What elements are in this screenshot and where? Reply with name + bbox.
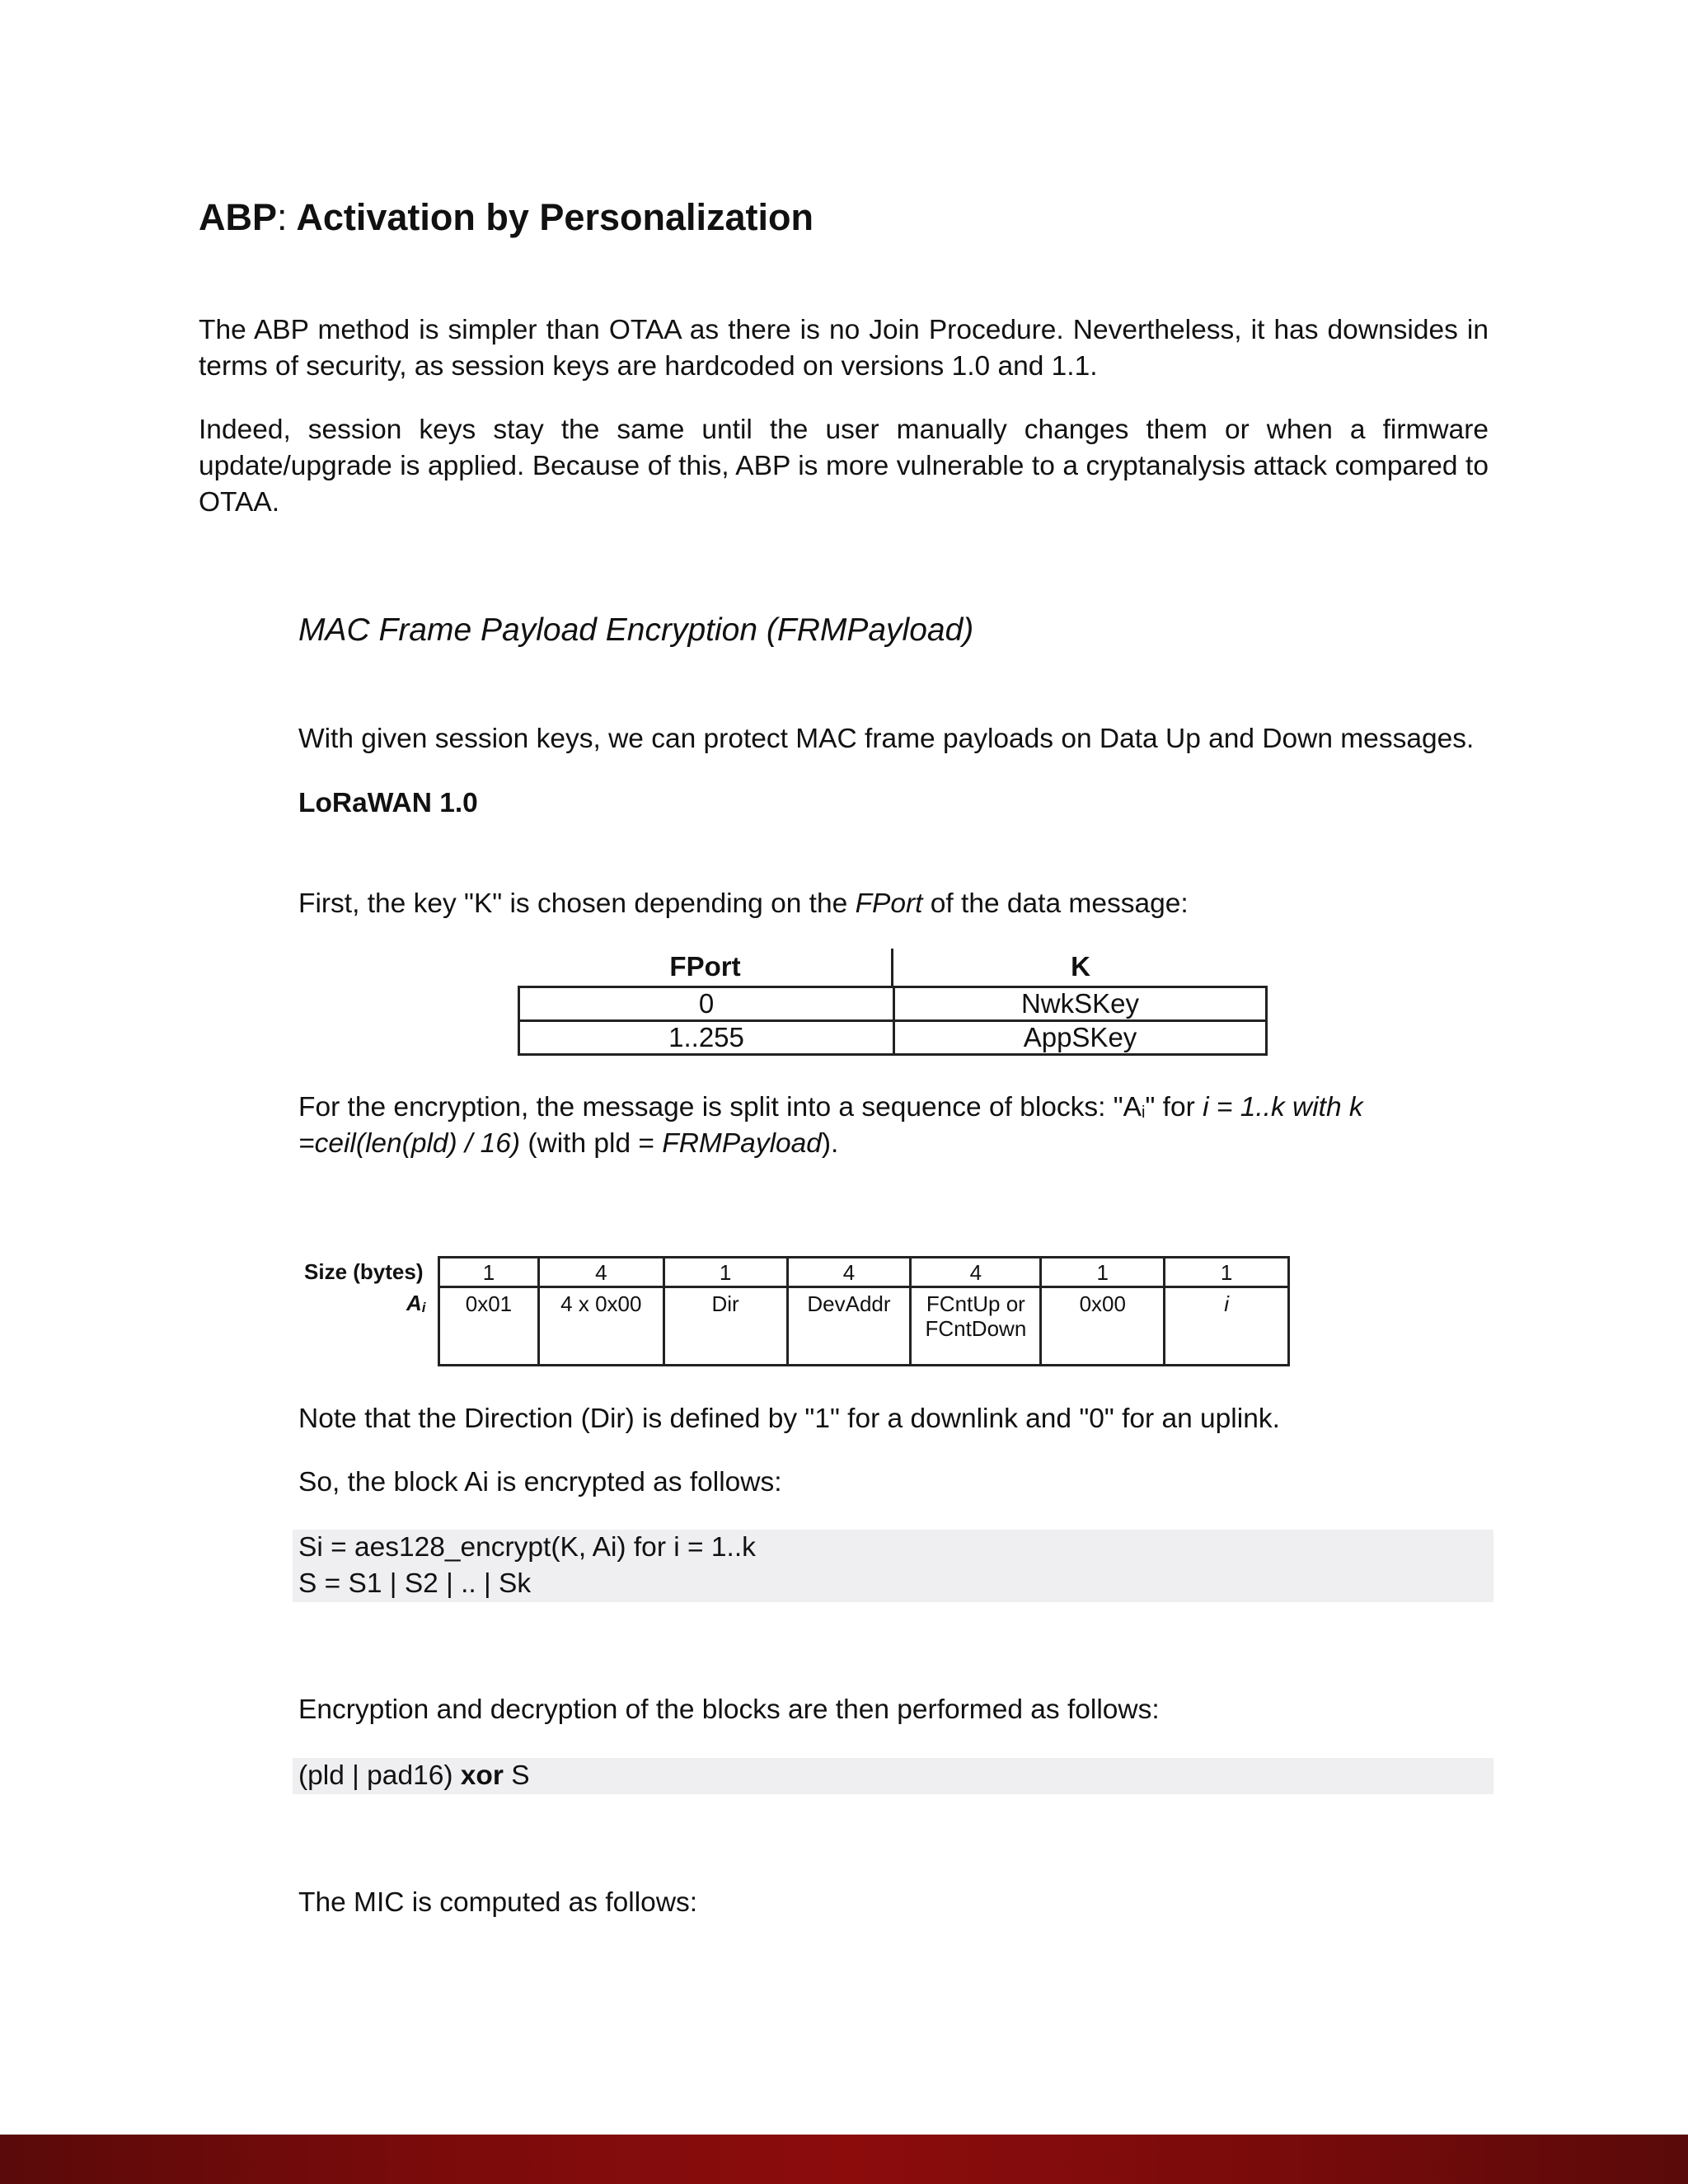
table-row: [519, 1021, 1267, 1055]
intro-paragraph-2: Indeed, session keys stay the same until the user manually changes them or when a firmware update/upgrade is applied. Because of this, ABP is more vulnerable to a cryptanalysis attack compared to OTAA.: [199, 415, 1489, 518]
section-intro: With given session keys, we can protect MAC frame payloads on Data Up and Down messages.: [298, 724, 1475, 754]
code-xor-pre: (pld | pad16): [298, 1760, 461, 1791]
blocks-sentence-a: For the encryption, the message is split into a sequence of blocks: "A: [298, 1092, 1142, 1122]
table-row: [439, 1287, 1289, 1366]
ai-row-label-sub: i: [421, 1300, 426, 1315]
blocks-payload: FRMPayload: [662, 1128, 822, 1159]
table-row: [439, 1258, 1289, 1287]
mic-line: The MIC is computed as follows:: [298, 1887, 698, 1918]
blocks-sentence-sub: i: [1142, 1104, 1146, 1122]
key-table-header-fport: FPort: [669, 951, 741, 982]
blocks-sentence-c: (with pld =: [520, 1128, 663, 1159]
table-cell: NwkSKey: [894, 987, 1267, 1021]
version-heading: LoRaWAN 1.0: [298, 788, 478, 818]
key-table: [518, 949, 1268, 1056]
size-row-label: Size (bytes): [304, 1259, 424, 1284]
ai-row-label-letter: A: [406, 1291, 422, 1315]
section-title: MAC Frame Payload Encryption (FRMPayload): [298, 612, 974, 648]
table-cell: 1..255: [519, 1021, 894, 1055]
footer-band: [0, 2135, 1688, 2184]
page-title: [199, 196, 814, 239]
ai-row-label: [406, 1291, 426, 1316]
code-block-xor: [293, 1758, 1493, 1794]
table-cell: DevAddr: [787, 1287, 911, 1366]
title-rest: Activation by Personalization: [287, 196, 814, 238]
direction-note: Note that the Direction (Dir) is defined by "1" for a downlink and "0" for an uplink.: [298, 1404, 1280, 1434]
code-xor-op: xor: [460, 1760, 504, 1791]
code-line: S = S1 | S2 | .. | Sk: [298, 1568, 532, 1599]
table-cell: 1: [1041, 1258, 1165, 1287]
code-block-encrypt: [293, 1530, 1493, 1602]
table-row: [519, 987, 1267, 1021]
table-cell: 0x01: [439, 1287, 539, 1366]
table-cell: 4: [787, 1258, 911, 1287]
blocks-formula-1: i = 1..k with k: [1203, 1092, 1363, 1122]
table-cell: 4 x 0x00: [538, 1287, 663, 1366]
table-cell: 0: [519, 987, 894, 1021]
code-line: Si = aes128_encrypt(K, Ai) for i = 1..k: [298, 1532, 756, 1563]
so-line: So, the block Ai is encrypted as follows:: [298, 1467, 782, 1497]
table-cell: 1: [439, 1258, 539, 1287]
table-cell: 1: [663, 1258, 787, 1287]
blocks-sentence-line2: [298, 1126, 838, 1162]
blocks-sentence-b: " for: [1145, 1092, 1203, 1122]
key-table-header-k: K: [1071, 951, 1090, 982]
blocks-sentence-d: ).: [821, 1128, 839, 1159]
intro-paragraph-1: The ABP method is simpler than OTAA as there is no Join Procedure. Nevertheless, it has downsides in terms of security, as session keys are hardcoded on versions 1.0 and 1.1.: [199, 315, 1489, 382]
title-colon: :: [277, 196, 288, 238]
key-sentence-fport: FPort: [855, 888, 923, 919]
table-cell: AppSKey: [894, 1021, 1267, 1055]
table-cell: Dir: [663, 1287, 787, 1366]
blocks-sentence: [298, 1090, 1363, 1131]
table-cell: FCntUp or FCntDown: [911, 1287, 1041, 1366]
blocks-formula-2: =ceil(len(pld) / 16): [298, 1128, 521, 1159]
key-sentence: [298, 886, 1189, 922]
table-cell: 4: [538, 1258, 663, 1287]
key-sentence-post: of the data message:: [922, 888, 1189, 919]
code-xor-post: S: [503, 1760, 530, 1791]
block-format-grid: [438, 1256, 1290, 1366]
table-cell: 0x00: [1041, 1287, 1165, 1366]
title-abbr: ABP: [199, 196, 278, 238]
table-cell: i: [1165, 1287, 1289, 1366]
key-sentence-pre: First, the key "K" is chosen depending on the: [298, 888, 856, 919]
table-cell: 1: [1165, 1258, 1289, 1287]
key-table-header: [518, 949, 1268, 986]
encryption-line: Encryption and decryption of the blocks are then performed as follows:: [298, 1694, 1160, 1725]
key-table-body: [518, 986, 1268, 1056]
table-cell: 4: [911, 1258, 1041, 1287]
